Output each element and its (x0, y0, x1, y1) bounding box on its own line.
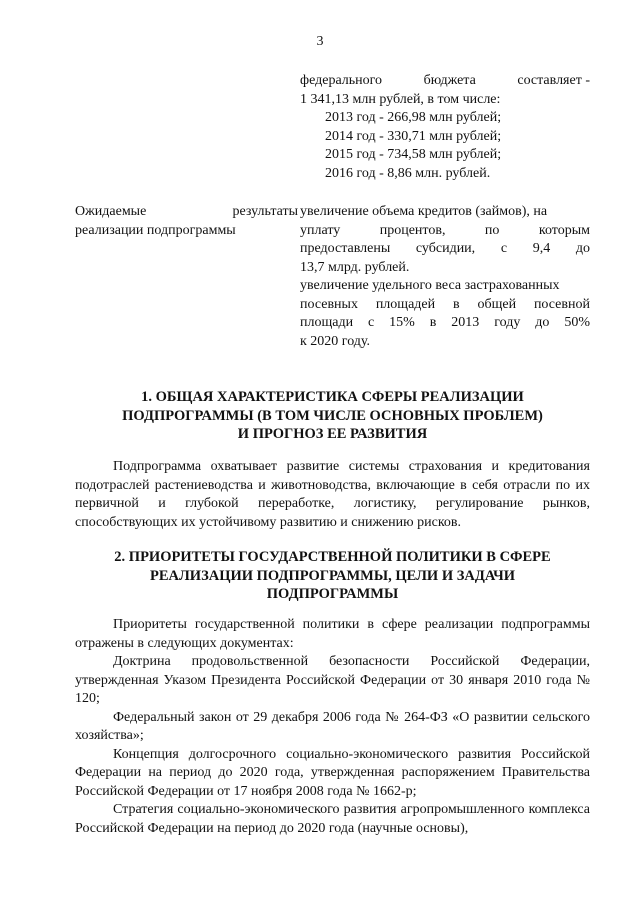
result-word: площадей (375, 296, 436, 312)
result-word: до (575, 241, 590, 256)
section-1-body (75, 458, 590, 532)
result-line (300, 222, 590, 241)
label-word: результаты (232, 204, 298, 219)
result-word: году (494, 315, 521, 330)
funding-word: составляет - (517, 73, 590, 88)
result-item-credits (300, 203, 590, 277)
title-line: 1. ОБЩАЯ ХАРАКТЕРИСТИКА СФЕРЫ РЕАЛИЗАЦИИ (141, 389, 524, 405)
title-line: И ПРОГНОЗ ЕЕ РАЗВИТИЯ (237, 426, 428, 442)
funding-year-2016: 2016 год - 8,86 млн. рублей. (325, 165, 491, 181)
result-word: 2013 (451, 315, 480, 330)
label-word: Ожидаемые (75, 204, 147, 219)
result-word: 15% (389, 315, 415, 330)
paragraph: Приоритеты государственной политики в сфере реализации подпрограммы отражены в следующих документах: (75, 617, 590, 651)
result-word: 50% (564, 315, 590, 330)
result-word: предоставлены (300, 241, 391, 256)
result-word: площади (300, 315, 354, 330)
result-word: в (429, 315, 437, 330)
result-word: к 2020 году. (300, 333, 371, 349)
label-line: реализации подпрограммы (75, 222, 236, 238)
result-line (300, 314, 590, 333)
section-2-body (75, 616, 590, 838)
funding-line-1 (300, 72, 590, 91)
title-line: ПОДПРОГРАММЫ (266, 586, 399, 602)
section-1-title (75, 388, 590, 444)
result-word: 13,7 млрд. рублей. (300, 259, 410, 275)
result-line (300, 240, 590, 259)
result-word: до (535, 315, 550, 330)
title-line: РЕАЛИЗАЦИИ ПОДПРОГРАММЫ, ЦЕЛИ И ЗАДАЧИ (149, 567, 516, 584)
paragraph: Федеральный закон от 29 декабря 2006 года № 264-ФЗ «О развитии сельского хозяйства»; (75, 709, 590, 743)
result-word: по (484, 222, 500, 238)
title-line: 2. ПРИОРИТЕТЫ ГОСУДАРСТВЕННОЙ ПОЛИТИКИ В СФЕРЕ (114, 549, 551, 565)
result-line (300, 203, 590, 222)
funding-word: бюджета (423, 73, 476, 88)
paragraph: Стратегия социально-экономического развития агропромышленного комплекса Российской Федерации на период до 2020 года (научные основы), (75, 802, 590, 836)
title-line: ПОДПРОГРАММЫ (В ТОМ ЧИСЛЕ ОСНОВНЫХ ПРОБЛЕМ) (122, 407, 543, 424)
result-word: в (452, 296, 460, 312)
result-word: увеличение удельного веса застрахованных (300, 278, 560, 293)
result-word: с (368, 315, 375, 330)
funding-word: федерального (300, 73, 383, 88)
paragraph: Концепция долгосрочного социально-экономического развития Российской Федерации на период до 2020 года, утвержденная распоряжением Правительства Российской Федерации от 17 ноября 2008 года № 1662-р; (75, 746, 590, 799)
funding-block (300, 72, 590, 183)
result-word: общей (477, 296, 517, 312)
expected-results-content (300, 203, 590, 351)
result-word: посевных (300, 296, 358, 312)
result-word: увеличение объема кредитов (займов), на (300, 204, 548, 219)
paragraph: Подпрограмма охватывает развитие системы страхования и кредитования подотраслей растениеводства и животноводства, включающие в себя отрасли по их первичной и глубокой переработке, логистику, регулирование рынков, способствующих их устойчивому развитию и снижению рисков. (75, 459, 590, 530)
paragraph: Доктрина продовольственной безопасности Российской Федерации, утвержденная Указом Президента Российской Федерации от 30 января 2010 года № 120; (75, 654, 590, 706)
funding-year-2015: 2015 год - 734,58 млн рублей; (325, 147, 502, 162)
result-word: процентов, (379, 222, 446, 238)
section-2-title (75, 548, 590, 604)
funding-year-2014: 2014 год - 330,71 млн рублей; (325, 128, 502, 144)
result-line (300, 333, 590, 352)
result-line (300, 259, 590, 278)
result-word: которым (538, 222, 590, 238)
result-word: субсидии, (415, 241, 476, 256)
expected-results-label (75, 203, 298, 240)
result-line (300, 277, 590, 296)
result-line (300, 296, 590, 315)
page-number: 3 (316, 34, 324, 49)
result-word: с (500, 241, 508, 256)
result-word: уплату (300, 222, 341, 238)
funding-year-2013: 2013 год - 266,98 млн рублей; (325, 110, 502, 125)
result-word: посевной (533, 296, 590, 312)
result-word: 9,4 (532, 241, 551, 256)
result-item-insurance (300, 277, 590, 351)
funding-total: 1 341,13 млн рублей, в том числе: (300, 91, 501, 107)
